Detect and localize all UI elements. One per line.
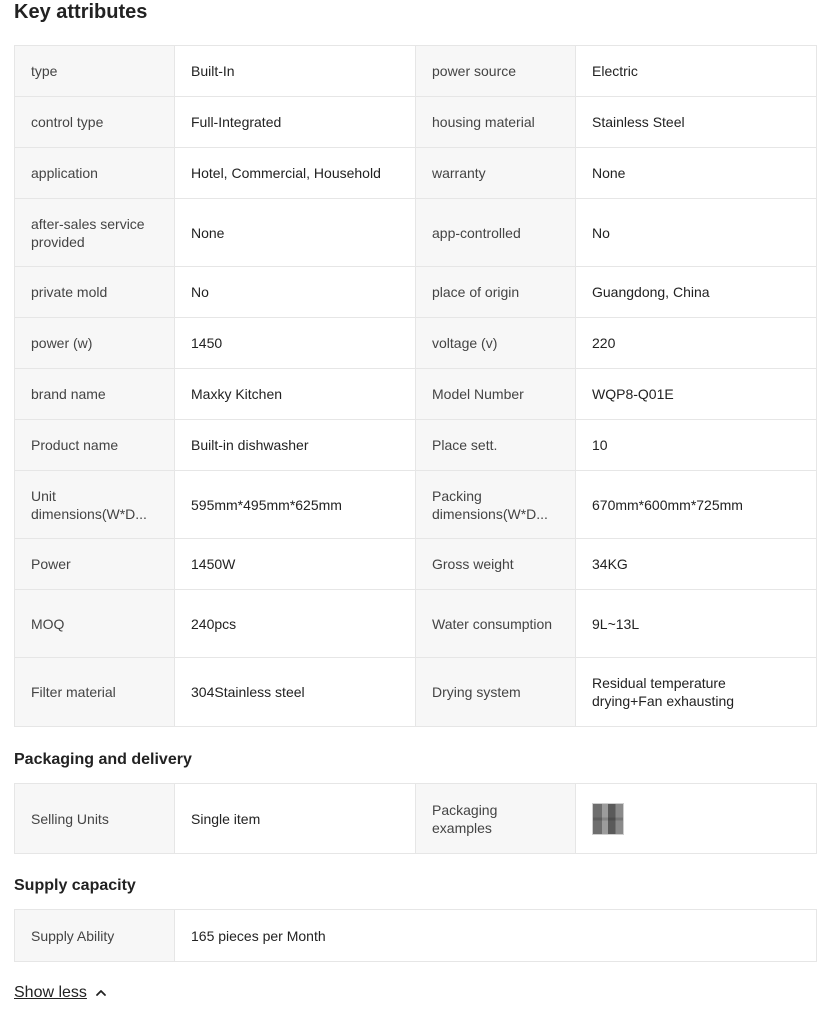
table-row	[15, 46, 817, 97]
attr-key-text: Unit dimensions(W*D...	[31, 487, 147, 522]
table-row	[15, 910, 817, 962]
attr-key: after-sales service provided	[15, 199, 175, 267]
table-row	[15, 369, 817, 420]
attr-key: app-controlled	[416, 199, 576, 267]
chevron-up-icon	[95, 987, 107, 999]
attr-key: Drying system	[416, 658, 576, 727]
attr-key: Gross weight	[416, 539, 576, 590]
table-row	[15, 318, 817, 369]
attr-value: Single item	[175, 784, 416, 854]
attr-key: private mold	[15, 267, 175, 318]
table-row	[15, 590, 817, 658]
attr-key: Water consumption	[416, 590, 576, 658]
attr-key: Product name	[15, 420, 175, 471]
attr-value: 9L~13L	[576, 590, 817, 658]
attr-value: Built-in dishwasher	[175, 420, 416, 471]
attr-key-text: Packing dimensions(W*D...	[432, 487, 548, 522]
attr-key: Power	[15, 539, 175, 590]
supply-table	[14, 909, 817, 962]
attr-value: 10	[576, 420, 817, 471]
attr-key	[15, 471, 175, 539]
attr-key: Selling Units	[15, 784, 175, 854]
attr-key: place of origin	[416, 267, 576, 318]
table-row	[15, 97, 817, 148]
attr-value: None	[175, 199, 416, 267]
attr-key: Place sett.	[416, 420, 576, 471]
attr-value: No	[175, 267, 416, 318]
package-photo-thumbnail[interactable]	[592, 803, 624, 835]
attr-key: Filter material	[15, 658, 175, 727]
attr-value: None	[576, 148, 817, 199]
supply-title: Supply capacity	[14, 877, 136, 894]
attr-value: Hotel, Commercial, Household	[175, 148, 416, 199]
attr-value: No	[576, 199, 817, 267]
key-attributes-title: Key attributes	[14, 1, 148, 23]
attr-value: 595mm*495mm*625mm	[175, 471, 416, 539]
attr-key: housing material	[416, 97, 576, 148]
table-row	[15, 420, 817, 471]
key-attributes-table	[14, 45, 817, 727]
attr-key: Packaging examples	[416, 784, 576, 854]
attr-value: 220	[576, 318, 817, 369]
attr-value: WQP8-Q01E	[576, 369, 817, 420]
table-row	[15, 784, 817, 854]
show-less-label[interactable]: Show less	[14, 984, 87, 1001]
attr-key: voltage (v)	[416, 318, 576, 369]
attr-key: warranty	[416, 148, 576, 199]
table-row	[15, 658, 817, 727]
attr-value: 34KG	[576, 539, 817, 590]
attr-key: type	[15, 46, 175, 97]
packaging-title: Packaging and delivery	[14, 751, 192, 768]
attr-value: Full-Integrated	[175, 97, 416, 148]
attr-key: Model Number	[416, 369, 576, 420]
attr-value: Built-In	[175, 46, 416, 97]
attr-key: application	[15, 148, 175, 199]
attr-value: 1450W	[175, 539, 416, 590]
attr-value: Guangdong, China	[576, 267, 817, 318]
attr-key: MOQ	[15, 590, 175, 658]
attr-key: power source	[416, 46, 576, 97]
attr-value: 304Stainless steel	[175, 658, 416, 727]
attr-value: Stainless Steel	[576, 97, 817, 148]
attr-value: 240pcs	[175, 590, 416, 658]
attr-value	[576, 784, 817, 854]
table-row	[15, 539, 817, 590]
attr-key: brand name	[15, 369, 175, 420]
table-row	[15, 148, 817, 199]
table-row	[15, 471, 817, 539]
attr-value: Electric	[576, 46, 817, 97]
attr-value: 1450	[175, 318, 416, 369]
attr-key: power (w)	[15, 318, 175, 369]
attr-value: 670mm*600mm*725mm	[576, 471, 817, 539]
attr-value: Maxky Kitchen	[175, 369, 416, 420]
attr-key: Supply Ability	[15, 910, 175, 962]
table-row	[15, 267, 817, 318]
table-row	[15, 199, 817, 267]
attr-value: 165 pieces per Month	[175, 910, 817, 962]
attr-key	[416, 471, 576, 539]
attr-key: control type	[15, 97, 175, 148]
show-less-link[interactable]	[14, 983, 107, 1003]
attr-value: Residual temperature drying+Fan exhausting	[576, 658, 817, 727]
packaging-table	[14, 783, 817, 854]
